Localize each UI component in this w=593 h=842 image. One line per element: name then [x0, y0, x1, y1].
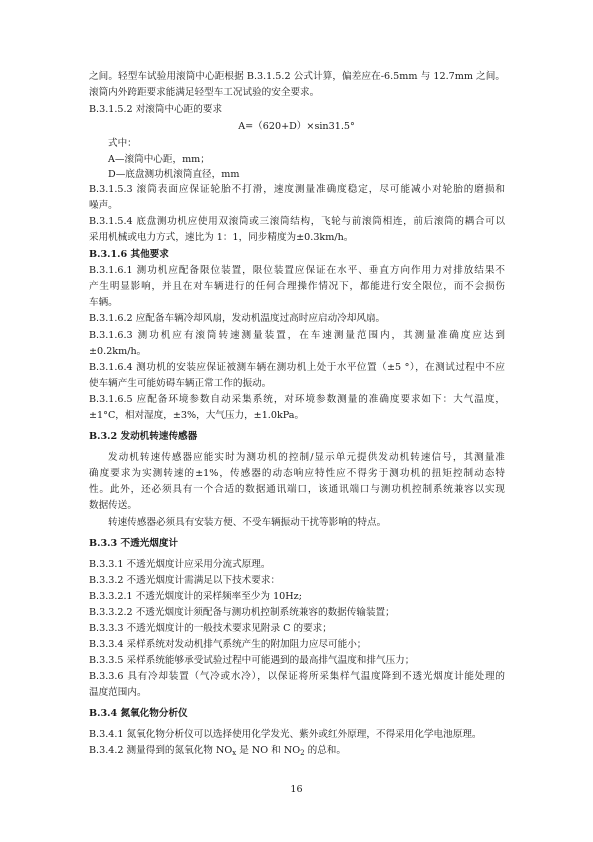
page-number: 16 — [290, 784, 303, 795]
text-line: B.3.3.5 采样系统能够承受试验过程中可能遇到的最高排气温度和排气压力； — [89, 655, 415, 666]
clause-heading: B.3.1.5.2 对滚筒中心距的要求 — [89, 104, 223, 115]
text-line: 噪声。 — [89, 200, 118, 211]
text-line: B.3.1.5.4 底盘测功机应使用双滚筒或三滚筒结构，飞轮与前滚筒相连，前后滚筒的耦合可以 — [89, 216, 505, 227]
subscript: 2 — [300, 749, 305, 757]
text-line: 发动机转速传感器应能实时为测功机的控制/显示单元提供发动机转速信号，其测量准 — [108, 452, 505, 463]
text-line: A—滚筒中心距，mm； — [108, 154, 210, 165]
section-heading: B.3.1.6 其他要求 — [89, 249, 169, 260]
text-line: B.3.3.6 具有冷却装置（气冷或水冷），以保证将所采集样气温度降到不透光烟度计能处理的 — [89, 671, 505, 682]
text-line: B.3.1.5.3 滚筒表面应保证轮胎不打滑，速度测量准确度稳定，尽可能减小对轮胎的磨损和 — [89, 184, 505, 195]
text-line: 滚筒内外跨距要求能满足轻型车工况试验的安全要求。 — [89, 87, 320, 98]
text-line: 采用机械或电力方式，速比为 1：1，同步精度为±0.3km/h。 — [89, 232, 354, 243]
subscript: x — [232, 749, 237, 757]
section-heading: B.3.4 氮氧化物分析仪 — [89, 708, 188, 719]
text-line: 确度要求为实测转速的±1%，传感器的动态响应特性应不得劣于测功机的扭矩控制动态特 — [89, 468, 505, 479]
text-line — [89, 744, 346, 757]
text-line: 产生明显影响，并且在对车辆进行的任何合理操作情况下，都能进行安全限位，而不会损伤 — [89, 281, 505, 292]
section-heading: B.3.3 不透光烟度计 — [89, 538, 179, 549]
text-segment: B.3.4.2 测量得到的氮氧化物 NO — [89, 745, 233, 756]
text-line: 车辆。 — [89, 297, 118, 308]
text-line: B.3.1.6.3 测功机应有滚筒转速测量装置，在车速测量范围内，其测量准确度应达到 — [89, 330, 505, 341]
formula: A=（620+D）×sin31.5° — [238, 121, 355, 132]
text-line: B.3.3.2.2 不透光烟度计须配备与测功机控制系统兼容的数据传输装置； — [89, 607, 395, 618]
text-line: ±0.2km/h。 — [89, 346, 147, 357]
text-line: 转速传感器必须具有安装方便、不受车辆振动干扰等影响的特点。 — [108, 517, 387, 528]
text-line: 温度范围内。 — [89, 687, 147, 698]
text-line: B.3.3.1 不透光烟度计应采用分流式原理。 — [89, 559, 271, 570]
text-line: B.3.3.4 采样系统对发动机排气系统产生的附加阻力应尽可能小； — [89, 639, 367, 650]
text-line: ±1°C，相对湿度，±3%，大气压力，±1.0kPa。 — [89, 410, 305, 421]
text-line: 使车辆产生可能妨碍车辆正常工作的振动。 — [89, 378, 272, 389]
text-line: B.3.3.2.1 不透光烟度计的采样频率至少为 10Hz; — [89, 591, 302, 602]
text-line: 之间。轻型车试验用滚筒中心距根据 B.3.1.5.2 公式计算，偏差应在-6.5mm 与 12.7mm 之间。 — [89, 71, 505, 82]
text-line: B.3.4.1 氮氧化物分析仪可以选择使用化学发光、紫外或红外原理，不得采用化学电池原理。 — [89, 729, 482, 740]
text-line: B.3.1.6.1 测功机应配备限位装置，限位装置应保证在水平、垂直方向作用力对排放结果不 — [89, 265, 505, 276]
text-line: B.3.1.6.5 应配备环境参数自动采集系统，对环境参数测量的准确度要求如下：大气温度， — [89, 394, 505, 405]
text-line: B.3.3.3 不透光烟度计的一般技术要求见附录 C 的要求； — [89, 623, 332, 634]
text-segment: 的总和。 — [304, 745, 346, 756]
text-segment: 是 NO 和 NO — [236, 745, 301, 756]
text-line: 性。此外，还必须具有一个合适的数据通讯端口，该通讯端口与测功机控制系统兼容以实现 — [89, 484, 505, 495]
text-line: B.3.1.6.4 测功机的安装应保证被测车辆在测功机上处于水平位置（±5 °），在测试过程中不应 — [89, 362, 505, 373]
section-heading: B.3.2 发动机转速传感器 — [89, 431, 198, 442]
text-line: 数据传送。 — [89, 500, 137, 511]
text-line: D—底盘测功机滚筒直径，mm — [108, 169, 240, 180]
text-line: 式中： — [108, 138, 137, 149]
text-line: B.3.1.6.2 应配备车辆冷却风扇，发动机温度过高时应启动冷却风扇。 — [89, 313, 386, 324]
text-line: B.3.3.2 不透光烟度计需满足以下技术要求： — [89, 575, 281, 586]
